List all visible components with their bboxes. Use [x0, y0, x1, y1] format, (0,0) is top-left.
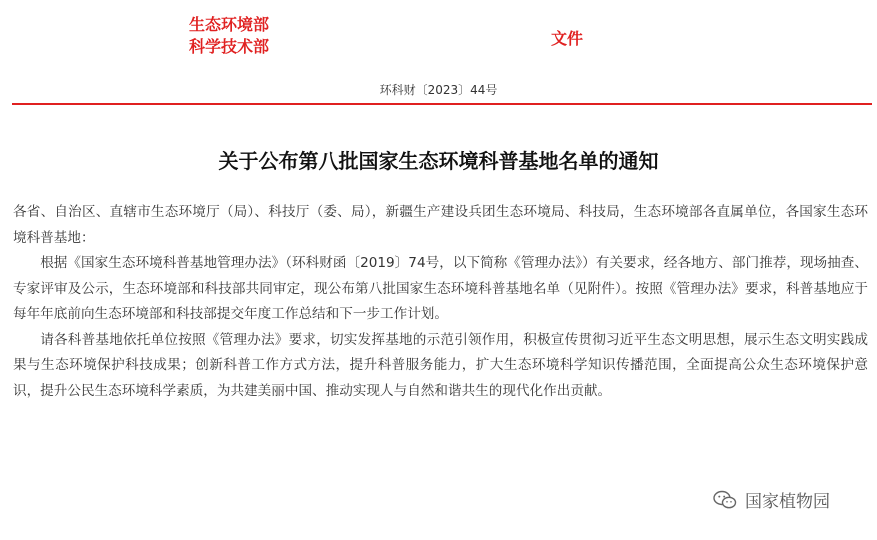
salutation: 各省、自治区、直辖市生态环境厅（局）、科技厅（委、局），新疆生产建设兵团生态环境局、科技局，生态环境部各直属单位，各国家生态环境科普基地： [13, 204, 868, 246]
wechat-icon [713, 490, 737, 510]
watermark-text: 国家植物园 [745, 492, 830, 512]
notice-body [13, 200, 868, 404]
document-number: 环科财〔2023〕44号 [379, 83, 498, 97]
document-label: 文件 [551, 29, 584, 48]
issuer-line-2: 科学技术部 [189, 37, 270, 56]
issuing-authorities [189, 14, 269, 58]
paragraph-2: 请各科普基地依托单位按照《管理办法》要求，切实发挥基地的示范引领作用，积极宣传贯彻习近平生态文明思想，展示生态文明实践成果与生态环境保护科技成果；创新科普工作方式方法，提升科普服务能力，扩大生态环境科学知识传播范围，全面提高公众生态环境保护意识，提升公民生态环境科学素质，为共建美丽中国、推动实现人与自然和谐共生的现代化作出贡献。 [13, 331, 868, 399]
paragraph-1: 根据《国家生态环境科普基地管理办法》（环科财函〔2019〕74号，以下简称《管理办法》）有关要求，经各地方、部门推荐，现场抽查、专家评审及公示，生态环境部和科技部共同审定，现公布第八批国家生态环境科普基地名单（见附件）。按照《管理办法》要求，科普基地应于每年年底前向生态环境部和科技部提交年度工作总结和下一步工作计划。 [13, 255, 868, 322]
issuer-line-1: 生态环境部 [189, 15, 270, 34]
red-divider-line [12, 103, 872, 105]
account-watermark [713, 487, 830, 512]
notice-title: 关于公布第八批国家生态环境科普基地名单的通知 [218, 149, 659, 173]
